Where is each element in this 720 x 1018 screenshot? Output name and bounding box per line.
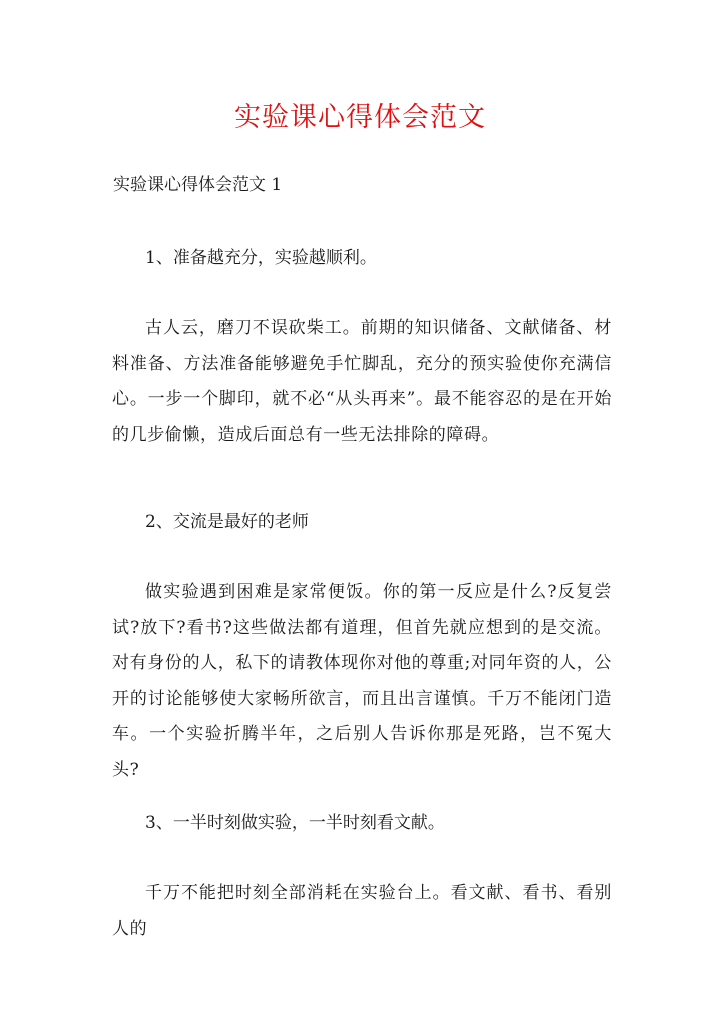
- section-heading-3: 3、一半时刻做实验，一半时刻看文献。: [145, 813, 445, 833]
- section-paragraph-2: 做实验遇到困难是家常便饭。你的第一反应是什么?反复尝试?放下?看书?这些做法都有道理，但首先就应想到的是交流。对有身份的人，私下的请教体现你对他的尊重;对同年资的人，公开的讨论能够使大家畅所欲言，而且出言谨慎。千万不能闭门造车。一个实验折腾半年，之后别人告诉你那是死路，岂不冤大头?: [112, 582, 612, 780]
- section-paragraph-1: 古人云，磨刀不误砍柴工。前期的知识储备、文献储备、材料准备、方法准备能够避免手忙脚乱，充分的预实验使你充满信心。一步一个脚印，就不必“从头再来”。最不能容忍的是在开始的几步偷懒，造成后面总有一些无法排除的障碍。: [112, 318, 612, 445]
- document-subtitle: 实验课心得体会范文 1: [113, 175, 283, 195]
- section-paragraph-3: 千万不能把时刻全部消耗在实验台上。看文献、看书、看别人的: [112, 883, 612, 939]
- section-heading-1: 1、准备越充分，实验越顺利。: [145, 248, 377, 268]
- section-heading-2: 2、交流是最好的老师: [145, 512, 309, 532]
- page-title: 实验课心得体会范文: [234, 102, 486, 133]
